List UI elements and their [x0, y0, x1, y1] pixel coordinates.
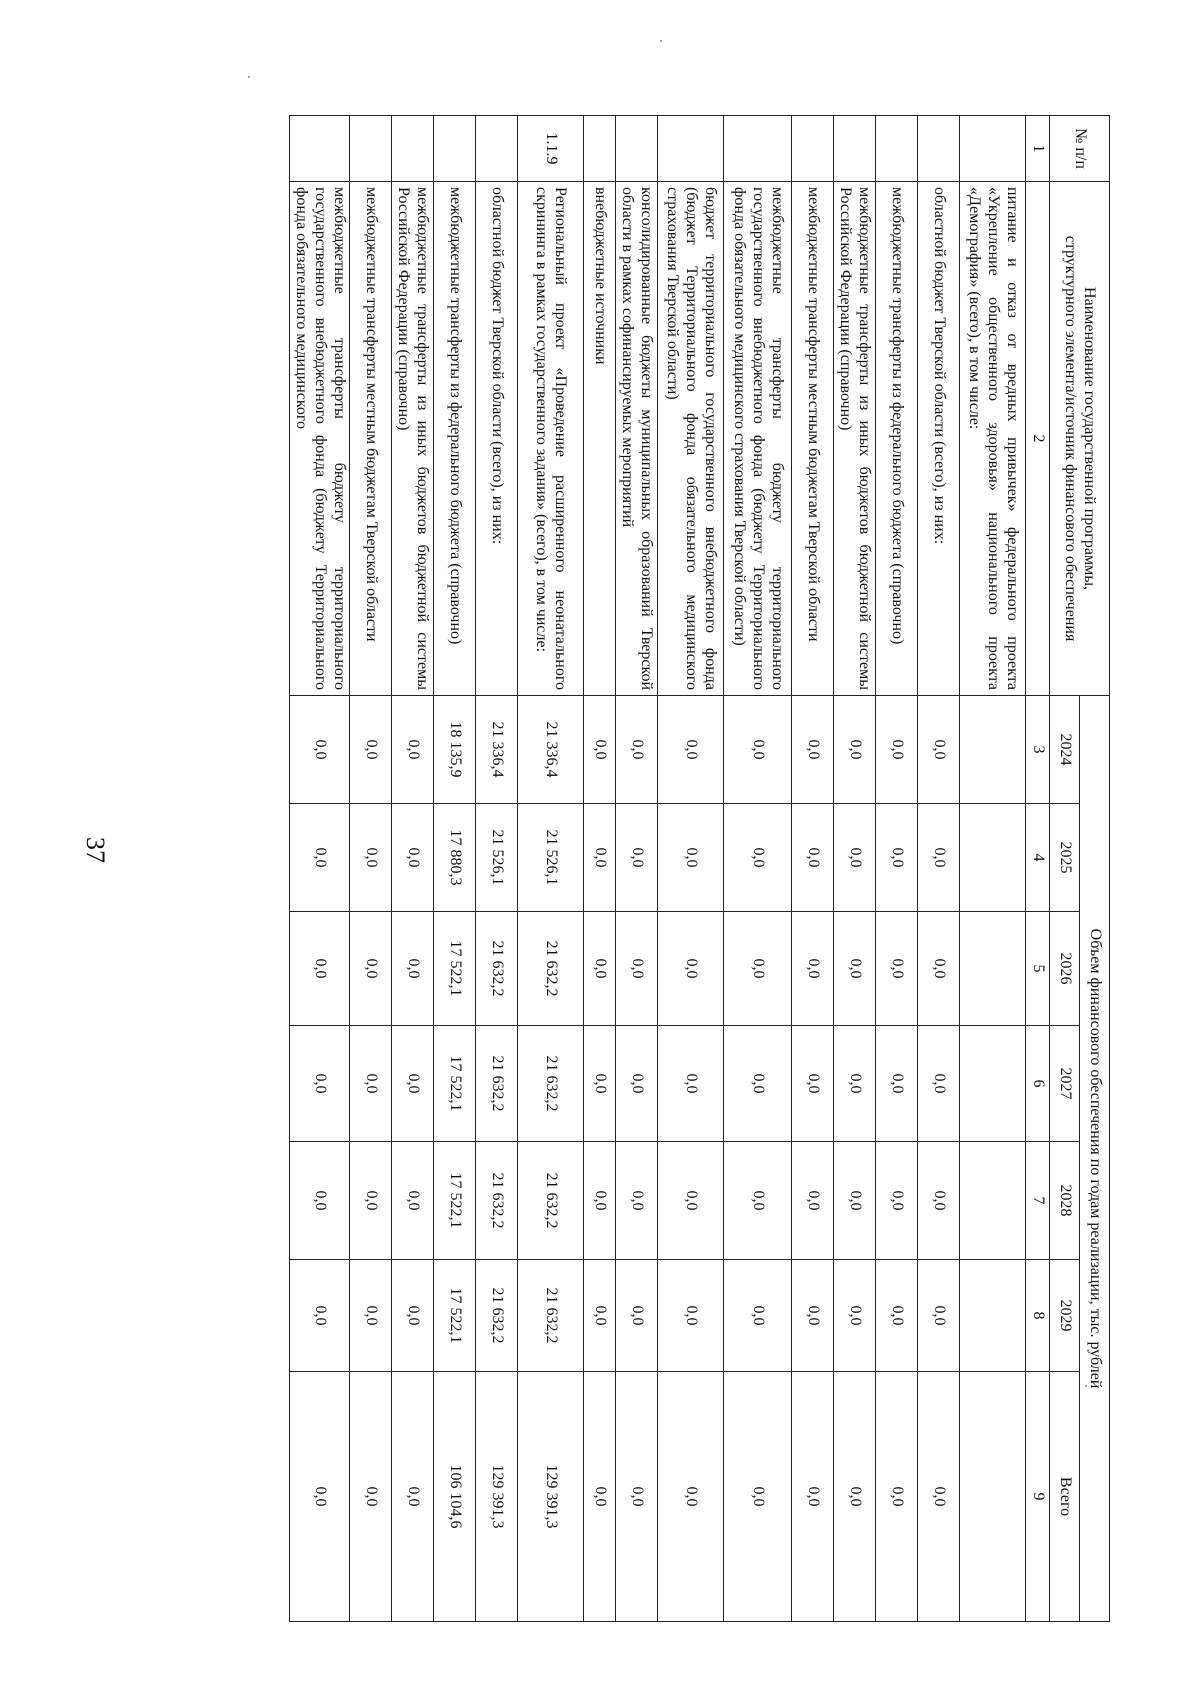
- row-number-cell: [834, 116, 876, 182]
- row-name-cell: областной бюджет Тверской области (всего), из них:: [918, 182, 960, 696]
- row-value-cell: 21 632,2: [476, 1026, 518, 1142]
- row-value-cell: 0,0: [918, 1142, 960, 1260]
- row-value-cell: 0,0: [724, 1260, 792, 1372]
- row-value-cell: 0,0: [918, 1026, 960, 1142]
- row-value-cell: 0,0: [876, 1026, 918, 1142]
- row-value-cell: [960, 804, 1026, 912]
- row-value-cell: 0,0: [834, 696, 876, 804]
- row-value-cell: 0,0: [834, 1260, 876, 1372]
- row-value-cell: 21 632,2: [518, 912, 584, 1026]
- row-value-cell: 0,0: [616, 696, 658, 804]
- row-value-cell: 0,0: [392, 696, 434, 804]
- row-number-cell: [584, 116, 616, 182]
- table-row: [518, 116, 584, 1622]
- row-total-cell: 106 104,6: [434, 1372, 476, 1622]
- row-name-cell: питание и отказ от вредных привычек» федерального проекта «Укрепление общественного здоровья» национального проекта «Демография» (всего), в том числе:: [960, 182, 1026, 696]
- table-row: [392, 116, 434, 1622]
- row-total-cell: 0,0: [350, 1372, 392, 1622]
- row-value-cell: 0,0: [392, 912, 434, 1026]
- row-total-cell: 0,0: [724, 1372, 792, 1622]
- row-value-cell: 0,0: [792, 696, 834, 804]
- row-value-cell: 21 336,4: [518, 696, 584, 804]
- row-value-cell: [960, 1026, 1026, 1142]
- row-number-cell: [724, 116, 792, 182]
- row-value-cell: 0,0: [290, 696, 350, 804]
- row-name-cell: областной бюджет Тверской области (всего), из них:: [476, 182, 518, 696]
- table-row: [918, 116, 960, 1622]
- row-name-cell: Региональный проект «Проведение расширенного неонатального скрининга в рамках государственного задания» (всего), в том числе:: [518, 182, 584, 696]
- rotated-table-container: [175, 115, 1110, 1621]
- row-number-cell: [960, 116, 1026, 182]
- row-value-cell: 0,0: [658, 1260, 724, 1372]
- row-name-cell: межбюджетные трансферты из федерального бюджета (справочно): [434, 182, 476, 696]
- col-header-name: [1050, 182, 1110, 696]
- row-name-cell: внебюджетные источники: [584, 182, 616, 696]
- table-row: [876, 116, 918, 1622]
- row-value-cell: 0,0: [584, 1260, 616, 1372]
- row-value-cell: 17 880,3: [434, 804, 476, 912]
- row-value-cell: 0,0: [658, 696, 724, 804]
- row-value-cell: 21 526,1: [518, 804, 584, 912]
- row-value-cell: [960, 1142, 1026, 1260]
- row-value-cell: 0,0: [834, 912, 876, 1026]
- row-value-cell: 0,0: [918, 912, 960, 1026]
- row-value-cell: 21 632,2: [476, 1260, 518, 1372]
- row-value-cell: 0,0: [616, 1142, 658, 1260]
- row-total-cell: 0,0: [392, 1372, 434, 1622]
- row-value-cell: 0,0: [876, 1142, 918, 1260]
- row-value-cell: 0,0: [584, 696, 616, 804]
- row-value-cell: 0,0: [658, 912, 724, 1026]
- row-value-cell: 0,0: [918, 804, 960, 912]
- row-value-cell: 0,0: [658, 1026, 724, 1142]
- row-number-cell: [918, 116, 960, 182]
- row-number-cell: [392, 116, 434, 182]
- row-value-cell: 0,0: [834, 1142, 876, 1260]
- col-header-year: 2025: [1050, 804, 1080, 912]
- row-value-cell: 0,0: [792, 804, 834, 912]
- funding-table: [289, 115, 1110, 1622]
- row-value-cell: 0,0: [290, 1142, 350, 1260]
- row-value-cell: 0,0: [918, 1260, 960, 1372]
- row-value-cell: 0,0: [350, 1260, 392, 1372]
- index-cell: 3: [1026, 696, 1050, 804]
- table-row: [960, 116, 1026, 1622]
- row-value-cell: 0,0: [584, 912, 616, 1026]
- table-row: [792, 116, 834, 1622]
- table-row: [350, 116, 392, 1622]
- row-value-cell: 0,0: [876, 1260, 918, 1372]
- row-value-cell: 0,0: [350, 912, 392, 1026]
- row-value-cell: 0,0: [658, 1142, 724, 1260]
- index-cell: 1: [1026, 116, 1050, 182]
- table-row: [616, 116, 658, 1622]
- row-value-cell: 0,0: [876, 912, 918, 1026]
- index-cell: 7: [1026, 1142, 1050, 1260]
- row-value-cell: 0,0: [658, 804, 724, 912]
- row-total-cell: 0,0: [918, 1372, 960, 1622]
- scan-speck: [660, 40, 662, 42]
- row-value-cell: 21 632,2: [518, 1260, 584, 1372]
- row-name-cell: межбюджетные трансферты из иных бюджетов бюджетной системы Российской Федерации (справочно): [834, 182, 876, 696]
- table-row: [290, 116, 350, 1622]
- col-header-year: Всего: [1050, 1372, 1080, 1622]
- row-value-cell: 0,0: [392, 1260, 434, 1372]
- table-row: [434, 116, 476, 1622]
- header-row-1: [1080, 116, 1110, 1622]
- row-value-cell: 0,0: [876, 696, 918, 804]
- col-header-year: 2026: [1050, 912, 1080, 1026]
- index-cell: 2: [1026, 182, 1050, 696]
- row-value-cell: 17 522,1: [434, 912, 476, 1026]
- row-value-cell: 0,0: [616, 1026, 658, 1142]
- row-value-cell: 21 632,2: [476, 912, 518, 1026]
- row-number-cell: 1.1.9: [518, 116, 584, 182]
- row-value-cell: 0,0: [290, 1026, 350, 1142]
- col-header-year: 2029: [1050, 1260, 1080, 1372]
- row-total-cell: 129 391,3: [518, 1372, 584, 1622]
- row-value-cell: 0,0: [350, 696, 392, 804]
- row-name-cell: консолидированные бюджеты муниципальных образований Тверской области в рамках софинансируемых мероприятий: [616, 182, 658, 696]
- index-cell: 4: [1026, 804, 1050, 912]
- row-name-cell: бюджет территориального государственного внебюджетного фонда (бюджет Территориального фонда обязательного медицинского страхования Тверской области): [658, 182, 724, 696]
- row-value-cell: 0,0: [724, 1026, 792, 1142]
- row-value-cell: 0,0: [724, 912, 792, 1026]
- col-header-name-line1: Наименование государственной программы,: [1081, 287, 1099, 590]
- row-name-cell: межбюджетные трансферты бюджету территориального государственного внебюджетного фонда (бюджету Территориального фонда обязательного медицинского страхования Тверской области): [724, 182, 792, 696]
- table-row: [476, 116, 518, 1622]
- row-value-cell: 0,0: [350, 1026, 392, 1142]
- row-number-cell: [350, 116, 392, 182]
- row-value-cell: [960, 696, 1026, 804]
- row-value-cell: 0,0: [616, 804, 658, 912]
- row-value-cell: 0,0: [392, 1142, 434, 1260]
- row-value-cell: 0,0: [792, 1026, 834, 1142]
- index-cell: 6: [1026, 1026, 1050, 1142]
- col-header-funding: Объем финансового обеспечения по годам реализации, тыс. рублей: [1080, 696, 1110, 1622]
- row-number-cell: [876, 116, 918, 182]
- row-value-cell: 0,0: [834, 1026, 876, 1142]
- row-value-cell: 0,0: [616, 912, 658, 1026]
- row-value-cell: 21 632,2: [518, 1026, 584, 1142]
- table-row: [658, 116, 724, 1622]
- row-number-cell: [792, 116, 834, 182]
- row-value-cell: 18 135,9: [434, 696, 476, 804]
- col-header-year: 2027: [1050, 1026, 1080, 1142]
- row-name-cell: межбюджетные трансферты из иных бюджетов бюджетной системы Российской Федерации (справочно): [392, 182, 434, 696]
- row-value-cell: 0,0: [792, 912, 834, 1026]
- row-value-cell: 0,0: [392, 1026, 434, 1142]
- row-total-cell: 0,0: [616, 1372, 658, 1622]
- row-value-cell: 0,0: [584, 804, 616, 912]
- row-value-cell: 0,0: [290, 912, 350, 1026]
- row-value-cell: 0,0: [724, 1142, 792, 1260]
- row-value-cell: 0,0: [724, 804, 792, 912]
- row-value-cell: 0,0: [290, 1260, 350, 1372]
- row-value-cell: 0,0: [792, 1260, 834, 1372]
- row-total-cell: 0,0: [658, 1372, 724, 1622]
- index-cell: 8: [1026, 1260, 1050, 1372]
- row-number-cell: [616, 116, 658, 182]
- row-total-cell: 0,0: [792, 1372, 834, 1622]
- table-row: [724, 116, 792, 1622]
- row-total-cell: [960, 1372, 1026, 1622]
- col-header-year: 2028: [1050, 1142, 1080, 1260]
- row-value-cell: 21 526,1: [476, 804, 518, 912]
- index-cell: 9: [1026, 1372, 1050, 1622]
- row-value-cell: 21 632,2: [518, 1142, 584, 1260]
- row-value-cell: 21 632,2: [476, 1142, 518, 1260]
- row-value-cell: 0,0: [724, 696, 792, 804]
- row-value-cell: 0,0: [584, 1026, 616, 1142]
- row-value-cell: 17 522,1: [434, 1142, 476, 1260]
- row-name-cell: межбюджетные трансферты местным бюджетам Тверской области: [792, 182, 834, 696]
- row-total-cell: 0,0: [876, 1372, 918, 1622]
- row-total-cell: 0,0: [290, 1372, 350, 1622]
- scan-speck: [248, 76, 250, 78]
- row-value-cell: [960, 1260, 1026, 1372]
- row-number-cell: [434, 116, 476, 182]
- col-header-year: 2024: [1050, 696, 1080, 804]
- row-value-cell: 0,0: [290, 804, 350, 912]
- row-value-cell: 0,0: [350, 1142, 392, 1260]
- row-total-cell: 129 391,3: [476, 1372, 518, 1622]
- row-value-cell: 17 522,1: [434, 1260, 476, 1372]
- page-number: 37: [81, 837, 110, 863]
- row-name-cell: межбюджетные трансферты бюджету территориального государственного внебюджетного фонда (бюджету Территориального фонда обязательного медицинского: [290, 182, 350, 696]
- table-body: [290, 116, 1026, 1622]
- row-value-cell: 0,0: [792, 1142, 834, 1260]
- row-total-cell: 0,0: [834, 1372, 876, 1622]
- row-number-cell: [290, 116, 350, 182]
- col-header-num: № п/п: [1050, 116, 1110, 182]
- header-row-index: [1026, 116, 1050, 1622]
- col-header-name-line2: структурного элемента/источник финансового обеспечения: [1062, 235, 1080, 642]
- row-value-cell: 21 336,4: [476, 696, 518, 804]
- row-value-cell: [960, 912, 1026, 1026]
- row-number-cell: [658, 116, 724, 182]
- row-number-cell: [476, 116, 518, 182]
- row-value-cell: 17 522,1: [434, 1026, 476, 1142]
- row-value-cell: 0,0: [350, 804, 392, 912]
- row-value-cell: 0,0: [918, 696, 960, 804]
- table-row: [834, 116, 876, 1622]
- row-value-cell: 0,0: [584, 1142, 616, 1260]
- row-value-cell: 0,0: [616, 1260, 658, 1372]
- row-value-cell: 0,0: [392, 804, 434, 912]
- index-cell: 5: [1026, 912, 1050, 1026]
- row-total-cell: 0,0: [584, 1372, 616, 1622]
- table-row: [584, 116, 616, 1622]
- row-value-cell: 0,0: [876, 804, 918, 912]
- row-value-cell: 0,0: [834, 804, 876, 912]
- row-name-cell: межбюджетные трансферты из федерального бюджета (справочно): [876, 182, 918, 696]
- row-name-cell: межбюджетные трансферты местным бюджетам Тверской области: [350, 182, 392, 696]
